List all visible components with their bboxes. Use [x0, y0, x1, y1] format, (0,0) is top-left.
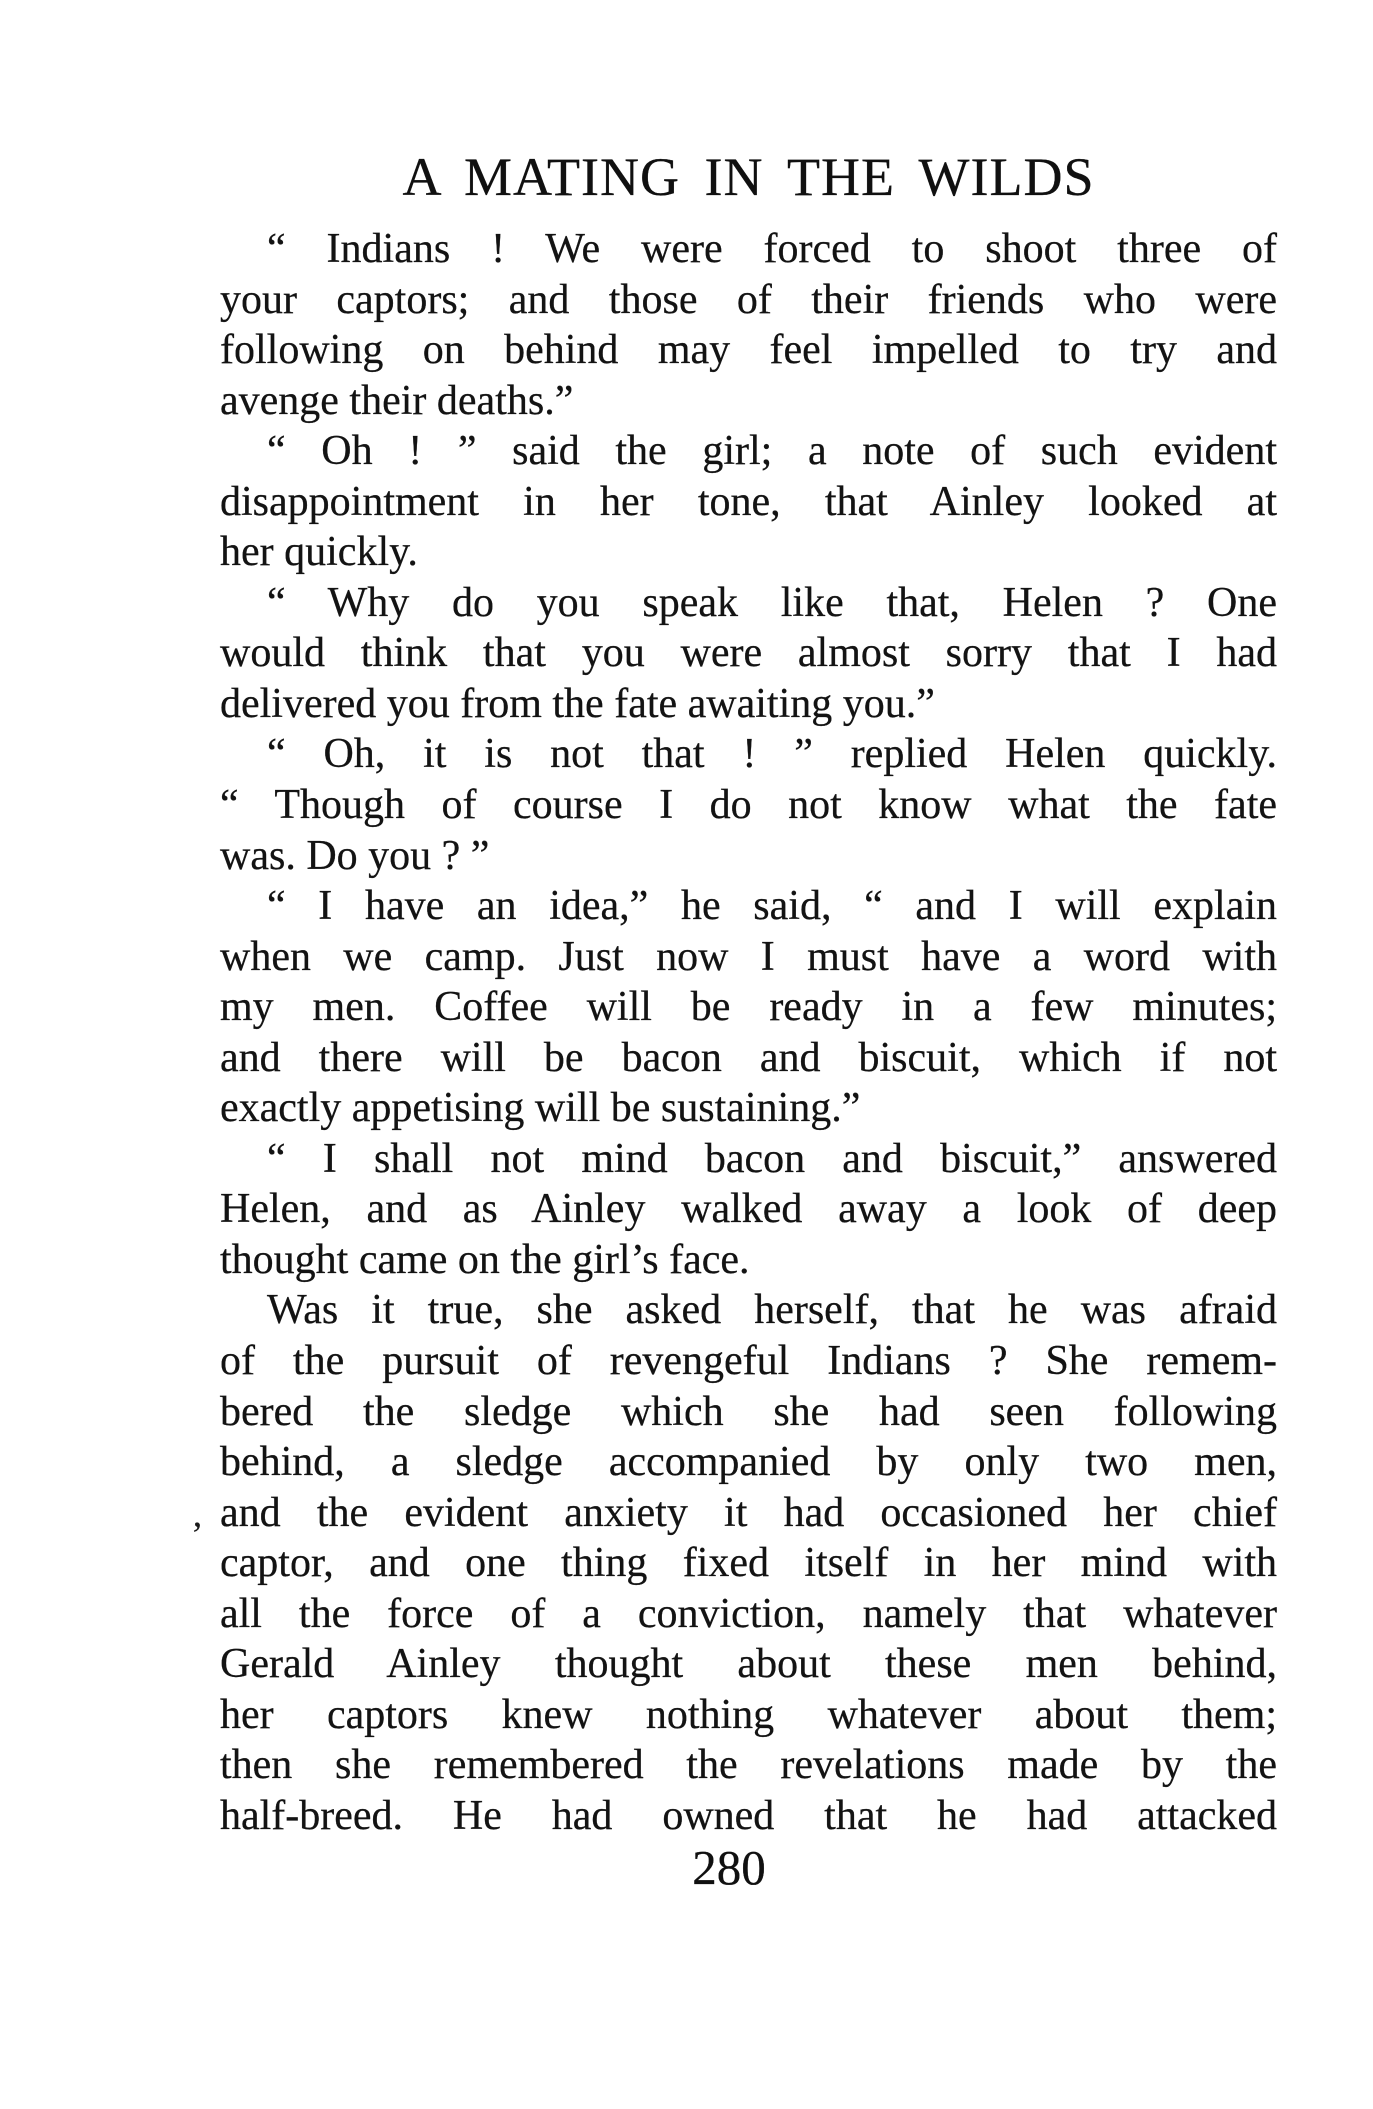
text-line: captor, and one thing fixed itself in her mind with	[220, 1540, 1277, 1587]
text-line: “ I have an idea,” he said, “ and I will explain	[267, 883, 1277, 930]
text-line: “ Though of course I do not know what the fate	[220, 782, 1277, 829]
text-line: thought came on the girl’s face.	[220, 1236, 750, 1283]
text-line: “ Why do you speak like that, Helen ? One	[267, 579, 1277, 626]
text-line: when we camp. Just now I must have a word with	[220, 933, 1277, 980]
text-line: avenge their deaths.”	[220, 377, 574, 424]
page-title: A MATING IN THE WILDS	[402, 147, 1095, 207]
text-line: following on behind may feel impelled to try and	[220, 327, 1277, 374]
text-line: your captors; and those of their friends who were	[220, 276, 1277, 323]
text-line: half-breed. He had owned that he had attacked	[220, 1792, 1277, 1839]
text-line: bered the sledge which she had seen following	[220, 1388, 1277, 1435]
text-line: was. Do you ? ”	[220, 832, 490, 879]
text-line: exactly appetising will be sustaining.”	[220, 1085, 861, 1132]
text-line: , and the evident anxiety it had occasioned her chief	[220, 1488, 1277, 1539]
text-line: and there will be bacon and biscuit, which if not	[220, 1034, 1277, 1081]
text-line: “ Indians ! We were forced to shoot three of	[267, 226, 1277, 272]
text-line: disappointment in her tone, that Ainley looked at	[220, 478, 1277, 525]
text-line: “ Oh, it is not that ! ” replied Helen quickly.	[267, 731, 1277, 778]
print-speck: ,	[193, 1493, 202, 1534]
text-line: delivered you from the fate awaiting you.”	[220, 680, 935, 727]
text-line: Was it true, she asked herself, that he was afraid	[267, 1287, 1277, 1334]
text-line: her quickly.	[220, 529, 418, 576]
text-line: then she remembered the revelations made by the	[220, 1742, 1277, 1789]
text-block	[193, 224, 1277, 1842]
text-line: behind, a sledge accompanied by only two men,	[220, 1439, 1277, 1486]
text-line: “ Oh ! ” said the girl; a note of such evident	[267, 428, 1277, 475]
text-line: my men. Coffee will be ready in a few minutes;	[220, 984, 1277, 1031]
text-line: of the pursuit of revengeful Indians ? She remem-	[220, 1338, 1277, 1385]
page-number: 280	[692, 1840, 766, 1895]
text-line: her captors knew nothing whatever about them;	[220, 1691, 1277, 1738]
text-line: Helen, and as Ainley walked away a look of deep	[220, 1186, 1277, 1233]
text-line: “ I shall not mind bacon and biscuit,” answered	[267, 1135, 1277, 1182]
text-line: Gerald Ainley thought about these men behind,	[220, 1641, 1277, 1688]
text-line: would think that you were almost sorry that I had	[220, 630, 1277, 677]
text-line: all the force of a conviction, namely that whatever	[220, 1590, 1277, 1637]
